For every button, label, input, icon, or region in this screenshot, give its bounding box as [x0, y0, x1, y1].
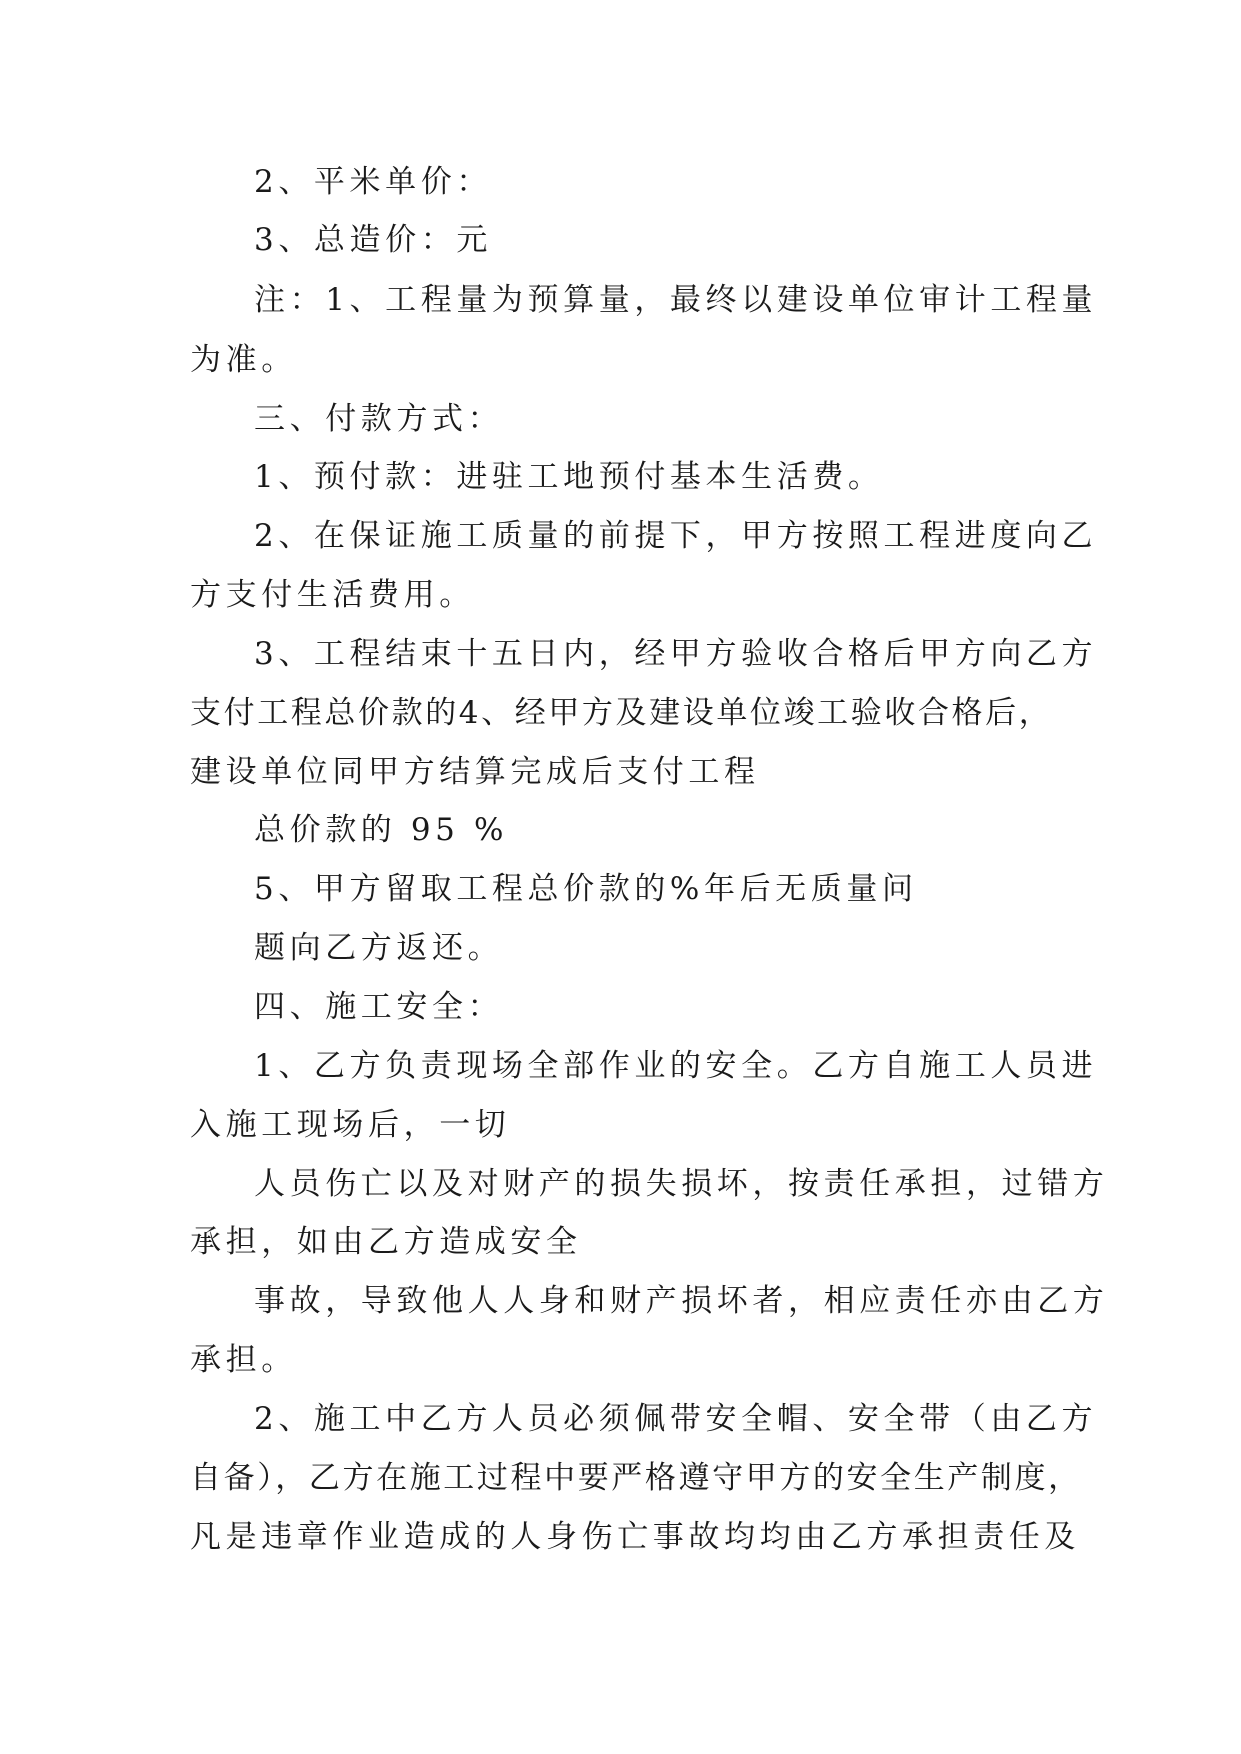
text-line: 支付工程总价款的4、经甲方及建设单位竣工验收合格后，	[190, 695, 1053, 731]
text-line: 承担。	[190, 1342, 297, 1378]
text-line: 1、乙方负责现场全部作业的安全。乙方自施工人员进	[254, 1048, 1098, 1084]
text-line: 1、预付款：进驻工地预付基本生活费。	[254, 459, 884, 495]
text-line: 2、施工中乙方人员必须佩带安全帽、安全带（由乙方	[254, 1401, 1098, 1437]
text-line: 注：1、工程量为预算量，最终以建设单位审计工程量	[254, 282, 1098, 318]
text-line: 事故，导致他人人身和财产损坏者，相应责任亦由乙方	[254, 1283, 1109, 1319]
text-line: 2、在保证施工质量的前提下，甲方按照工程进度向乙	[254, 518, 1098, 554]
text-line: 总价款的 95 %	[254, 812, 509, 848]
text-line: 5、甲方留取工程总价款的%年后无质量问	[254, 871, 918, 907]
section-heading: 三、付款方式：	[254, 401, 504, 437]
text-line: 2、平米单价：	[254, 164, 492, 200]
text-line: 凡是违章作业造成的人身伤亡事故均均由乙方承担责任及	[190, 1519, 1080, 1555]
text-line: 题向乙方返还。	[254, 930, 504, 966]
text-line: 人员伤亡以及对财产的损失损坏，按责任承担，过错方	[254, 1166, 1109, 1202]
text-line: 自备），乙方在施工过程中要严格遵守甲方的安全生产制度，	[190, 1460, 1082, 1496]
text-line: 3、总造价：元	[254, 222, 492, 258]
text-line: 3、工程结束十五日内，经甲方验收合格后甲方向乙方	[254, 636, 1098, 672]
text-line: 为准。	[190, 342, 297, 378]
text-line: 建设单位同甲方结算完成后支付工程	[190, 754, 760, 790]
text-line: 入施工现场后，一切	[190, 1107, 511, 1143]
text-line: 方支付生活费用。	[190, 577, 475, 613]
section-heading: 四、施工安全：	[254, 989, 504, 1025]
text-line: 承担，如由乙方造成安全	[190, 1224, 582, 1260]
